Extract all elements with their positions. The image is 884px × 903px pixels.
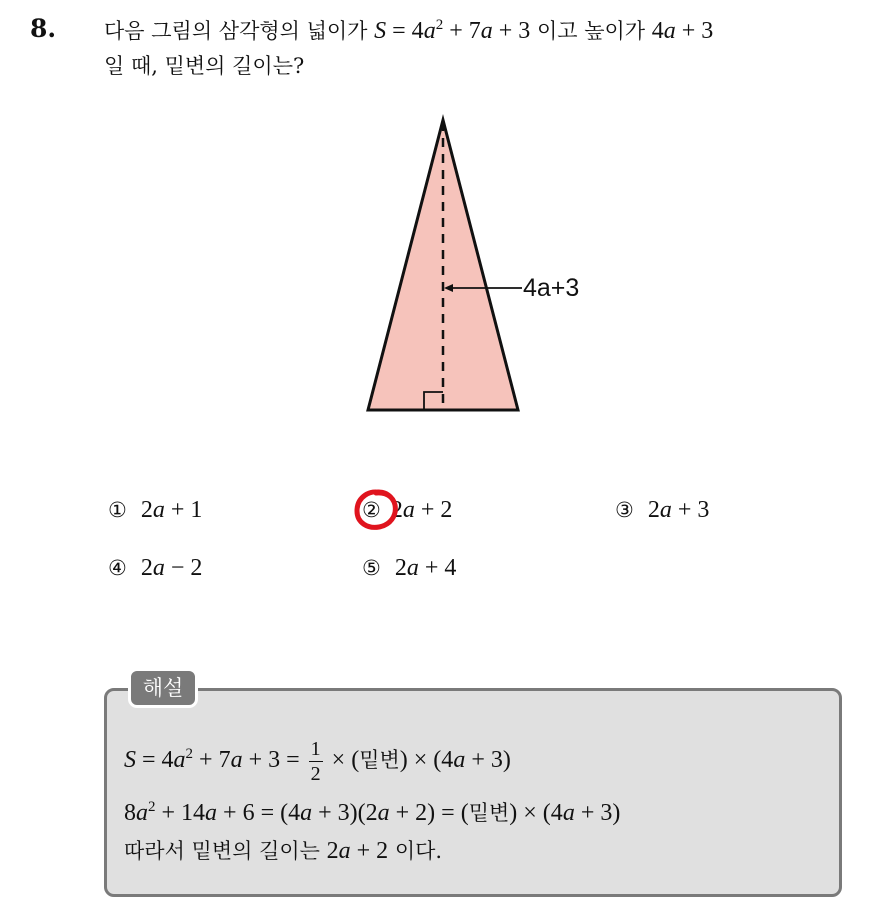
solution-box	[104, 688, 842, 897]
fraction-one-half: $\frac{1}{2}$	[310, 738, 321, 785]
question-text	[104, 14, 874, 84]
choice-3[interactable]: ③ 2a + 3	[615, 497, 710, 523]
choice-4-mark: ④	[108, 556, 127, 580]
solution-line-1: $S = 4a^2 + 7a + 3$ = $\frac{1}{2}$ × (밑변) × (4a + 3)	[124, 738, 511, 785]
choice-3-mark: ③	[615, 498, 634, 522]
choice-1-mark: ①	[108, 498, 127, 522]
height-formula: 4a + 3	[651, 18, 714, 44]
solution-line-3: 따라서 밑변의 길이는 2a + 2 이다.	[124, 838, 443, 864]
choice-1[interactable]: ① 2a + 1	[108, 497, 203, 523]
choice-4[interactable]: ④ 2a − 2	[108, 555, 203, 581]
question-number: 8.	[30, 14, 57, 43]
area-formula: $S = 4a^2 + 7a + 3$	[374, 17, 531, 44]
choice-5-mark: ⑤	[362, 556, 381, 580]
choice-2-mark: ②	[362, 498, 381, 522]
answer-circle-mark	[352, 487, 402, 533]
choice-5[interactable]: ⑤ 2a + 4	[362, 555, 457, 581]
question-text-part2: 이고 높이가	[530, 19, 652, 43]
triangle-figure	[340, 110, 630, 420]
solution-tab: 해설	[128, 668, 198, 708]
question-text-part1: 다음 그림의 삼각형의 넓이가	[104, 19, 375, 43]
choice-2[interactable]: ② 2a + 2	[362, 497, 453, 523]
solution-line-2: $8a^2 + 14a + 6 = (4a + 3)(2a + 2)$ = (밑변) × (4a + 3)	[124, 799, 621, 826]
height-label: 4a+3	[523, 274, 580, 302]
question-text-line2: 일 때, 밑변의 길이는?	[104, 54, 305, 78]
